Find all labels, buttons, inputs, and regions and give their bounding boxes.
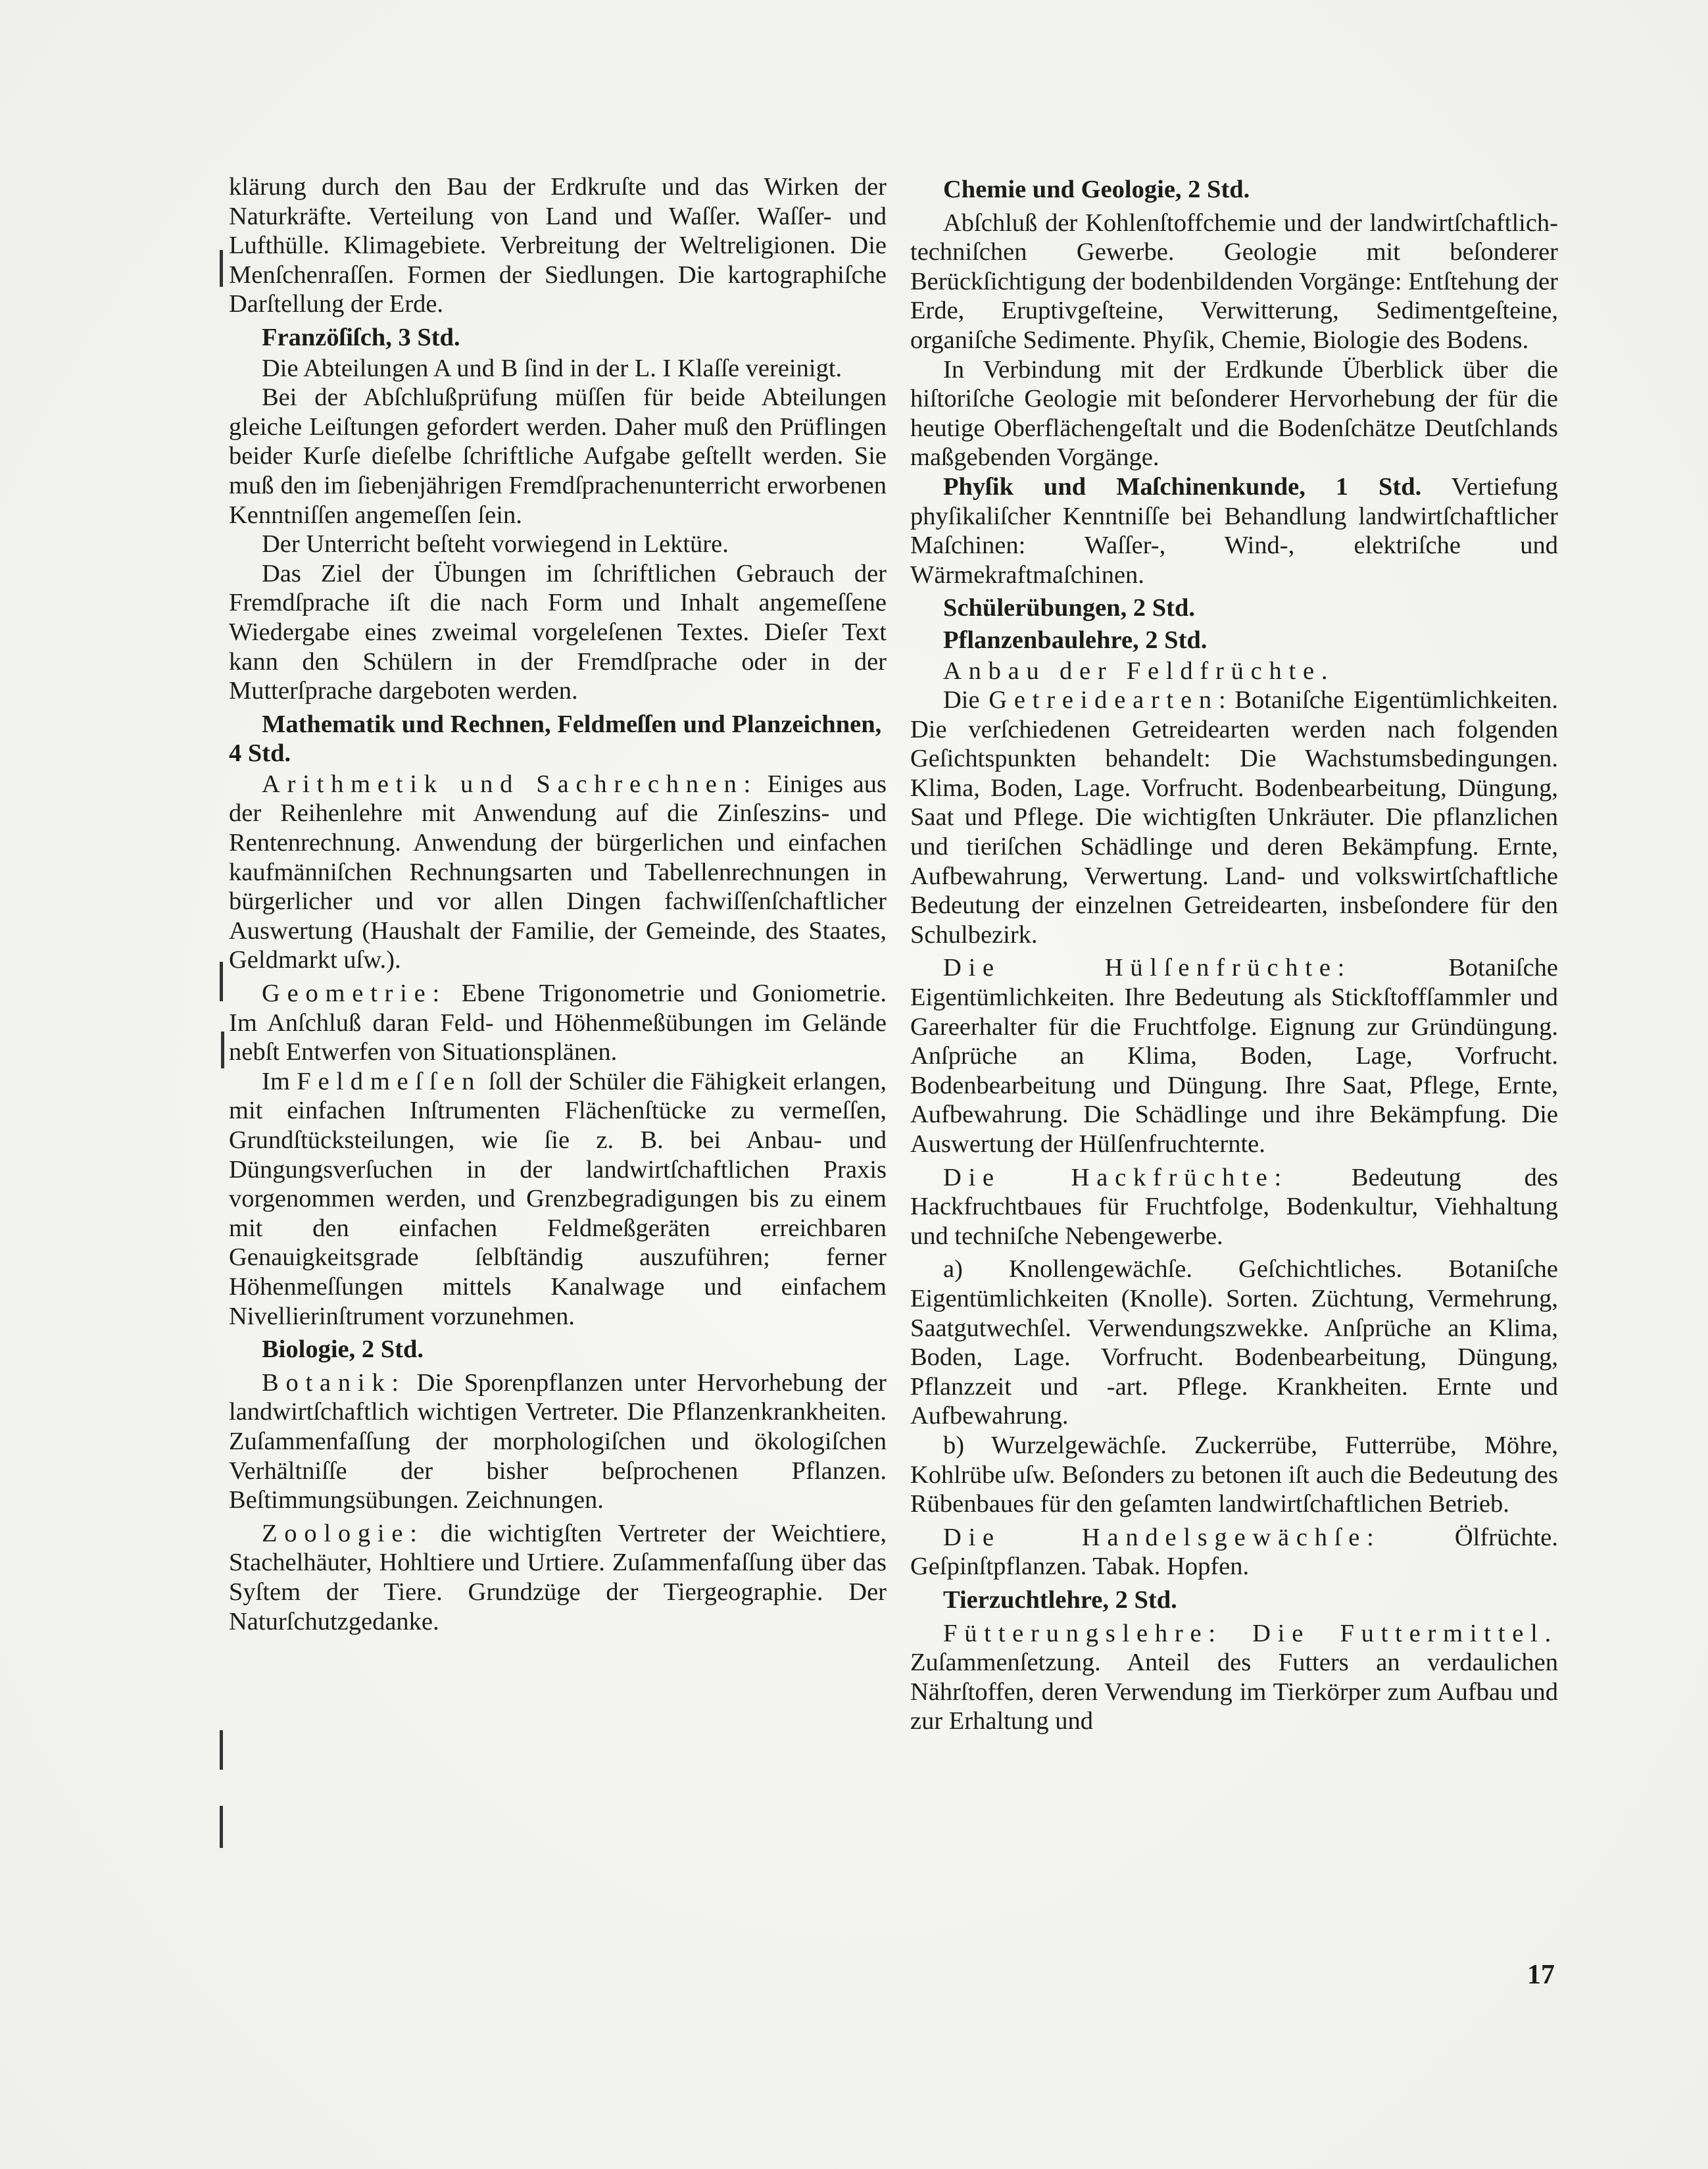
text-getreide-pre: Die [943, 686, 989, 714]
paragraph-fuetterungslehre [910, 1619, 1558, 1736]
heading-biologie: Biologie, 2 Std. [262, 1335, 424, 1364]
paragraph-wurzelgewaechse: b) Wurzelgewächſe. Zuckerrübe, Futterrübe, Möhre, Kohlrübe uſw. Beſonders zu betonen iſt auch die Bedeutung des Rübenbaues für den geſamten landwirtſchaftlichen Betrieb. [910, 1431, 1558, 1518]
label-zoologie: Zoologie: [262, 1519, 424, 1547]
text-huelsenfruechte: Botaniſche Eigentümlichkeiten. Ihre Bedeutung als Stickſtoffſammler und Gareerhalter für die Fruchtfolge. Eignung zur Gründüngung. Anſprüche an Klima, Boden, Lage, Vorfrucht. Bodenbearbeitung und Düngung. Ihre Saat, Pflege, Ernte, Aufbewahrung. Die Schädlinge und ihre Bekämpfung. Die Auswertung der Hülſenfruchternte. [910, 954, 1558, 1158]
paragraph-geometrie [229, 979, 887, 1067]
subheading-anbau: Anbau der Feldfrüchte. [943, 657, 1335, 685]
text-arithmetik: Einiges aus der Reihenlehre mit Anwendung auf die Zinſeszins- und Rentenrechnung. Anwendung der bürgerlichen und einfachen kaufmänniſchen Rechnungsarten und Tabellenrechnungen in bürgerlicher und vor allen Dingen fachwiſſenſchaftlicher Auswertung (Haushalt der Familie, der Gemeinde, des Staates, Geldmarkt uſw.). [229, 770, 887, 974]
paragraph-chemie-1: Abſchluß der Kohlenſtoffchemie und der landwirtſchaftlich-techniſchen Gewerbe. Geologie mit beſonderer Berückſichtigung der bodenbildenden Vorgänge: Entſtehung der Erde, Eruptivgeſteine, Verwitterung, Sedimentgeſteine, organiſche Sedimente. Phyſik, Chemie, Biologie des Bodens. [910, 209, 1558, 354]
label-huelsenfruechte: Die Hülſenfrüchte: [943, 954, 1352, 982]
label-handelsgewaechse: Die Handelsgewächſe: [943, 1523, 1381, 1551]
heading-mathematik: Mathematik und Rechnen, Feldmeſſen und Planzeichnen, 4 Std. [229, 710, 882, 768]
text-getreidearten: : Botaniſche Eigentümlichkeiten. Die verſchiedenen Getreidearten werden nach folgenden Geſichtspunkten behandelt: Die Wachstumsbedingungen. Klima, Boden, Lage. Vorfrucht. Bodenbearbeitung, Düngung, Saat und Pflege. Die wichtigſten Unkräuter. Die pflanzlichen und tieriſchen Schädlinge und deren Bekämpfung. Ernte, Aufbewahrung, Verwertung. Land- und volkswirtſchaftliche Bedeutung der einzelnen Getreidearten, insbeſondere für den Schulbezirk. [910, 686, 1558, 949]
label-geometrie: Geometrie: [262, 980, 447, 1008]
text-hackfruechte: Bedeutung des Hackfruchtbaues für Fruchtfolge, Bodenkultur, Viehhaltung und techniſche Nebengewerbe. [910, 1163, 1558, 1250]
left-column [229, 172, 887, 1636]
right-column [910, 172, 1558, 1736]
binding-mark [220, 962, 223, 1001]
heading-pflanzenbaulehre: Pflanzenbaulehre, 2 Std. [943, 626, 1208, 654]
paragraph-franz-1: Die Abteilungen A und B ſind in der L. I Klaſſe vereinigt. [262, 354, 842, 382]
binding-mark [220, 250, 223, 287]
text-feldmessen: ſoll der Schüler die Fähigkeit erlangen, mit einfachen Inſtrumenten Flächenſtücke zu vermeſſen, Grundſtücksteilungen, wie ſie z. B. bei Anbau- und Düngungsverſuchen in der landwirtſchaftlichen Praxis vorgenommen werden, und Grenzbegradigungen bis zu einem mit den einfachen Feldmeßgeräten erreichbaren Genauigkeitsgrade ſelbſtändig auszuführen; ferner Höhenmeſſungen mittels Kanalwage und einfachem Nivellierinſtrument vorzunehmen. [229, 1067, 887, 1330]
paragraph-franz-4: Das Ziel der Übungen im ſchriftlichen Gebrauch der Fremdſprache iſt die nach Form und Inhalt angemeſſene Wiedergabe eines zweimal vorgeleſenen Textes. Dieſer Text kann den Schülern in der Fremdſprache oder in der Mutterſprache dargeboten werden. [229, 559, 887, 705]
label-getreidearten: Getreidearten [988, 686, 1219, 714]
binding-mark [221, 1032, 224, 1068]
label-botanik: Botanik: [262, 1368, 406, 1397]
paragraph-knollengewaechse: a) Knollengewächſe. Geſchichtliches. Botaniſche Eigentümlichkeiten (Knolle). Sorten. Züchtung, Vermehrung, Saatgutwechſel. Verwendungszwekke. Anſprüche an Klima, Boden, Lage. Vorfrucht. Bodenbearbeitung, Düngung, Pflanzzeit und -art. Pflege. Krankheiten. Ernte und Aufbewahrung. [910, 1255, 1558, 1430]
paragraph-zoologie [229, 1519, 887, 1636]
heading-franzoesisch: Franzöſiſch, 3 Std. [262, 323, 460, 351]
paragraph-handelsgewaechse [910, 1523, 1558, 1582]
label-arithmetik: Arithmetik und Sachrechnen: [262, 770, 758, 798]
paragraph-chemie-2: In Verbindung mit der Erdkunde Überblick über die hiſtoriſche Geologie mit beſonderer Hervorhebung der für die heutige Oberflächengeſtalt und die Bodenſchätze Deutſchlands maßgebenden Vorgänge. [910, 355, 1558, 472]
label-hackfruechte: Die Hackfrüchte: [943, 1163, 1288, 1191]
text-zoologie: die wichtigſten Vertreter der Weichtiere, Stachelhäuter, Hohltiere und Urtiere. Zuſammenfaſſung über das Syſtem der Tiere. Grundzüge der Tiergeographie. Der Naturſchutzgedanke. [229, 1519, 887, 1635]
heading-schueleruebungen: Schülerübungen, 2 Std. [943, 594, 1195, 622]
text-feldmessen-pre: Im [262, 1067, 297, 1095]
text-geometrie: Ebene Trigonometrie und Goniometrie. Im Anſchluß daran Feld- und Höhenmeßübungen im Gelände nebſt Entwerfen von Situationsplänen. [229, 980, 887, 1066]
heading-tierzuchtlehre: Tierzuchtlehre, 2 Std. [943, 1585, 1177, 1614]
paragraph-botanik [229, 1368, 887, 1515]
paragraph-franz-3: Der Unterricht beſteht vorwiegend in Lektüre. [262, 530, 729, 559]
paragraph-getreidearten [910, 686, 1558, 949]
text-handelsgewaechse: Ölfrüchte. Geſpinſtpflanzen. Tabak. Hopfen. [910, 1523, 1558, 1581]
paragraph-arithmetik [229, 770, 887, 975]
page-number: 17 [1527, 1960, 1555, 1990]
binding-mark [220, 1730, 223, 1770]
label-feldmessen: Feldmeſſen [297, 1067, 482, 1095]
heading-chemie-geologie: Chemie und Geologie, 2 Std. [943, 176, 1250, 203]
text-fuetterungslehre: Zuſammenſetzung. Anteil des Futters an verdaulichen Nährſtoffen, deren Verwendung im Tierkörper zum Aufbau und zur Erhaltung und [910, 1649, 1558, 1735]
heading-physik: Phyſik und Maſchinenkunde, 1 Std. [943, 472, 1422, 501]
label-fuetterungslehre: Fütterungslehre: Die Futtermittel. [943, 1619, 1558, 1647]
text-botanik: Die Sporenpflanzen unter Hervorhebung der landwirtſchaftlich wichtigen Vertreter. Die Pflanzenkrankheiten. Zuſammenfaſſung der morphologiſchen und ökologiſchen Verhältniſſe der bisher beſprochenen Pflanzen. Beſtimmungsübungen. Zeichnungen. [229, 1368, 887, 1514]
text-physik: Vertiefung phyſikaliſcher Kenntniſſe bei Behandlung landwirtſchaftlicher Maſchinen: Waſſer-, Wind-, elektriſche und Wärmekraftmaſchinen. [910, 472, 1558, 589]
paragraph-physik [910, 472, 1558, 589]
paragraph-franz-2: Bei der Abſchlußprüfung müſſen für beide Abteilungen gleiche Leiſtungen gefordert werden. Daher muß den Prüflingen beider Kurſe dieſelbe ſchriftliche Aufgabe geſtellt werden. Sie muß den im ſiebenjährigen Fremdſprachenunterricht erworbenen Kenntniſſen angemeſſen ſein. [229, 384, 887, 529]
paragraph-hackfruechte [910, 1163, 1558, 1251]
paragraph-feldmessen [229, 1067, 887, 1331]
paragraph-erdkunde: klärung durch den Bau der Erdkruſte und das Wirken der Naturkräfte. Verteilung von Land und Waſſer. Waſſer- und Lufthülle. Klimagebiete. Verbreitung der Weltreligionen. Die Menſchenraſſen. Formen der Siedlungen. Die kartographiſche Darſtellung der Erde. [229, 173, 887, 318]
paragraph-huelsenfruechte [910, 953, 1558, 1159]
binding-mark [220, 1806, 223, 1848]
